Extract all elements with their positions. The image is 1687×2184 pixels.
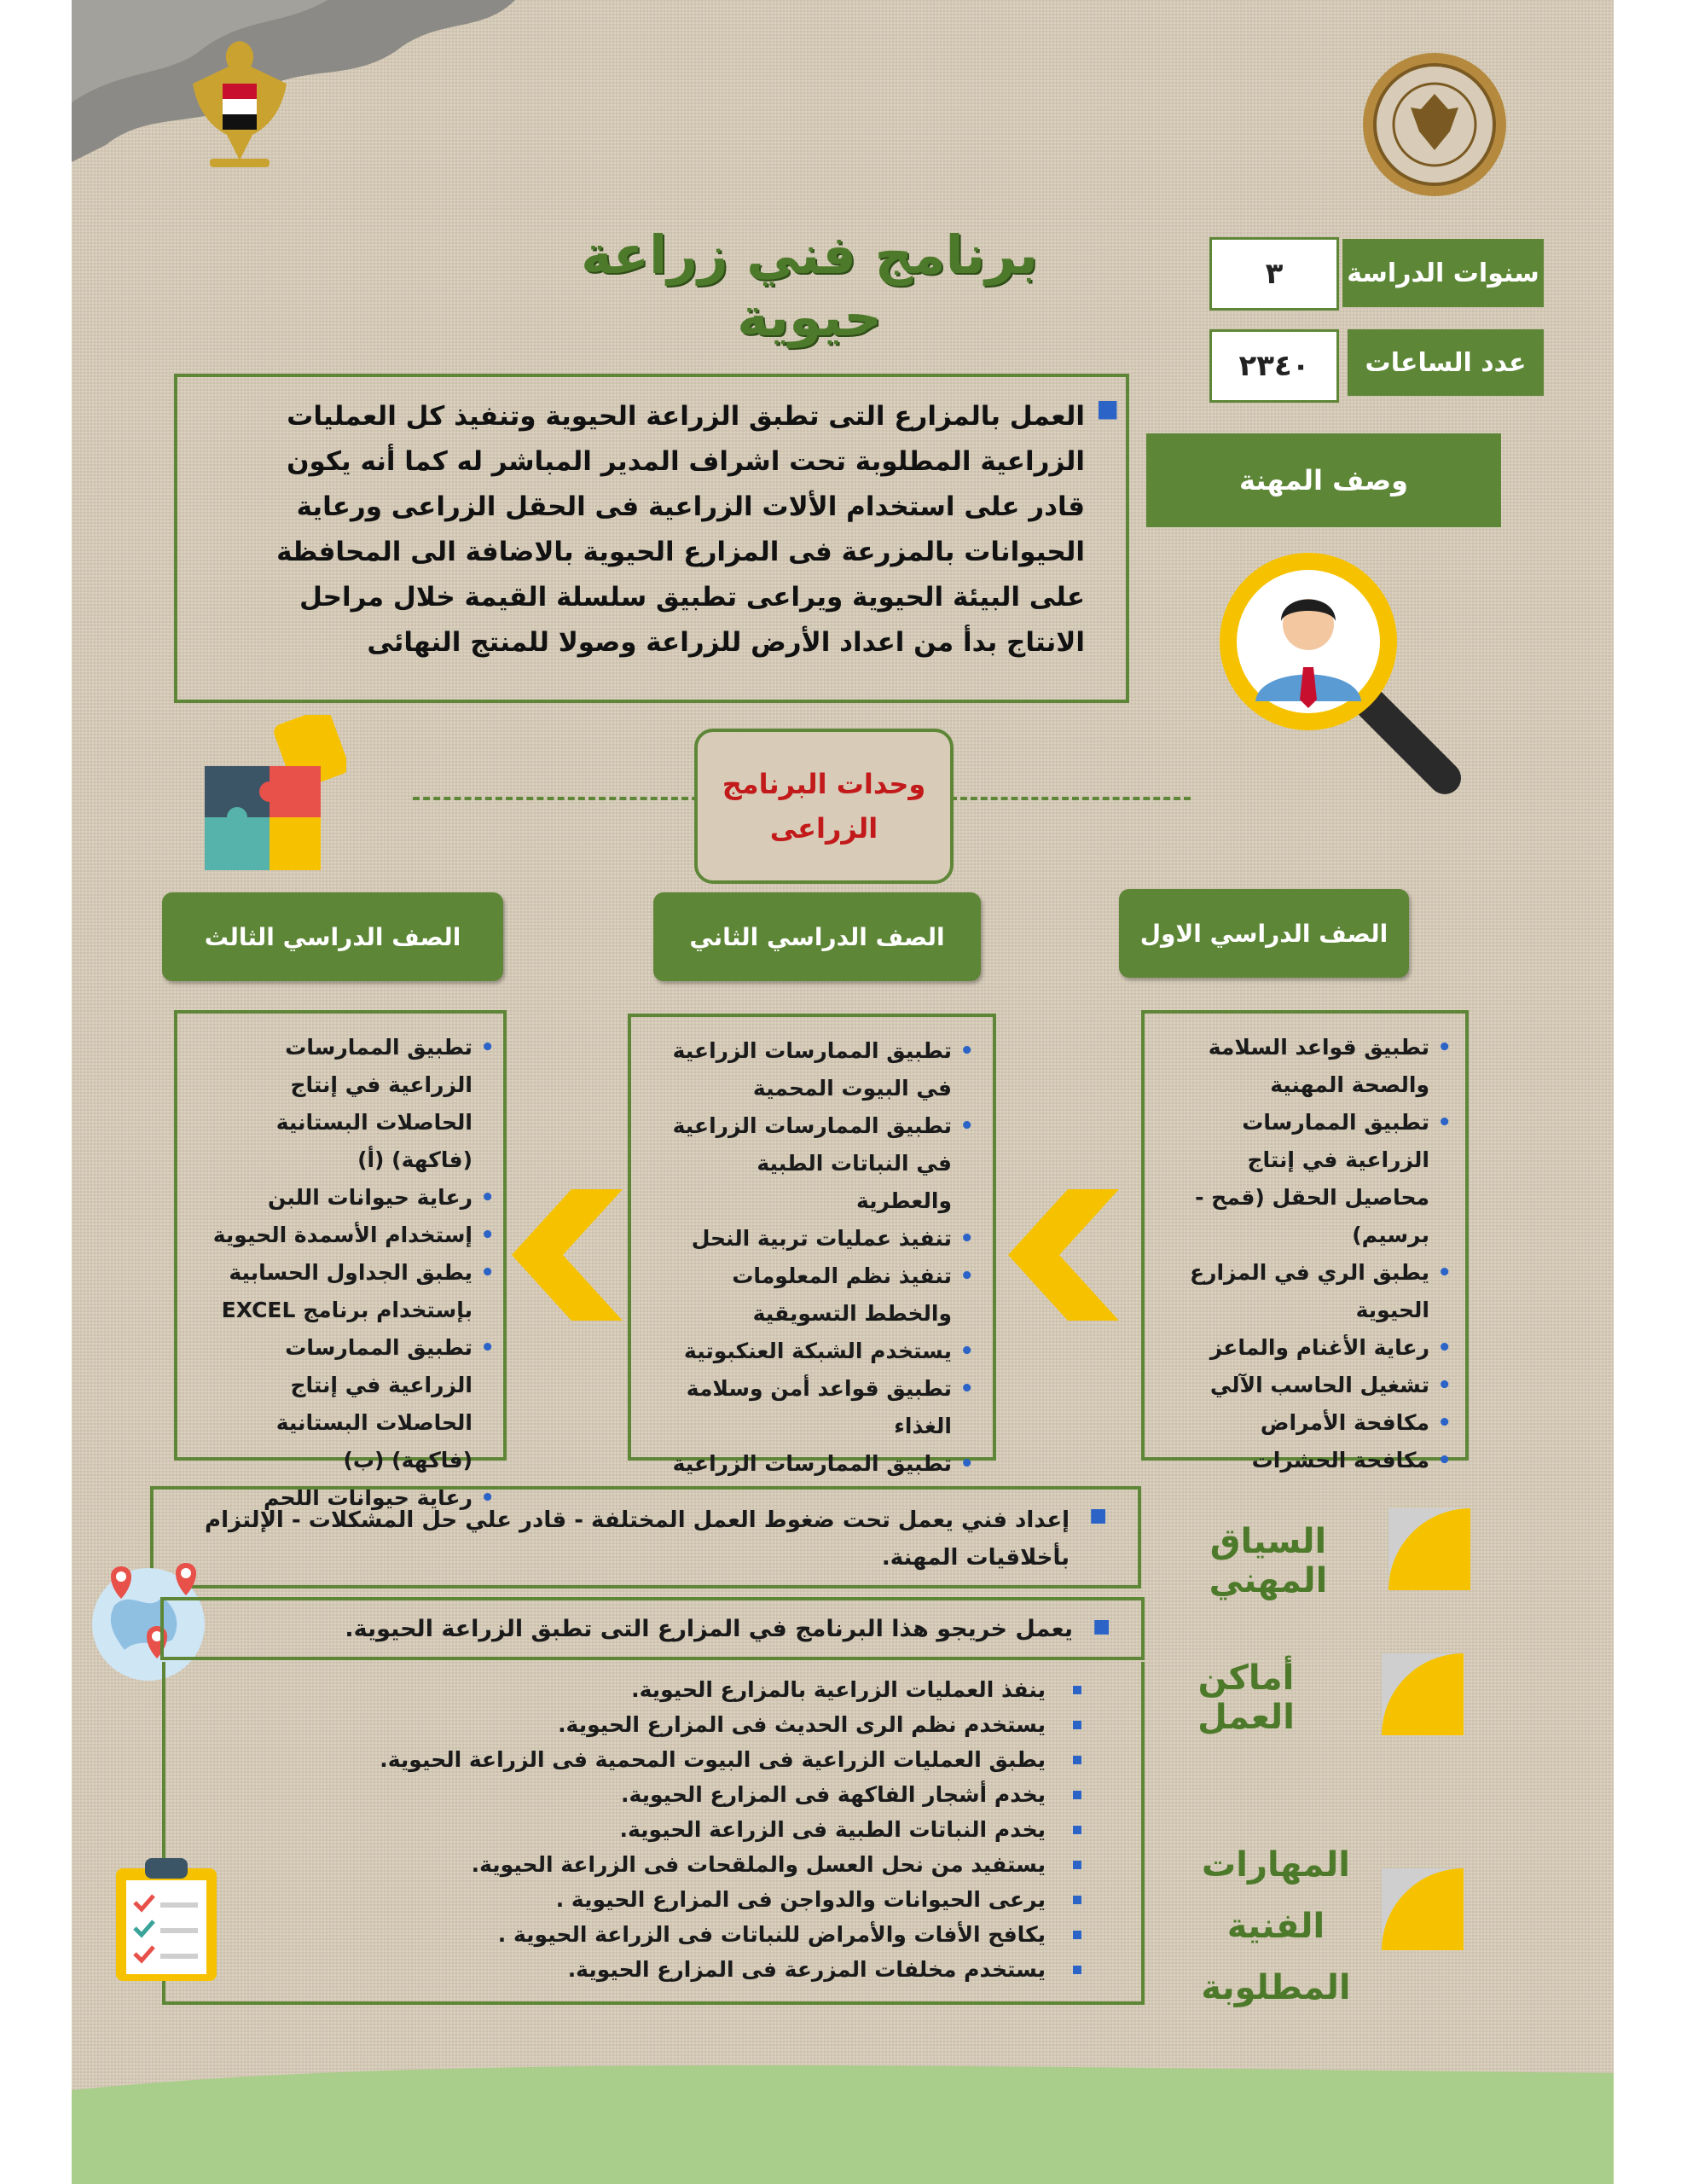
skills-list	[232, 1672, 1085, 1987]
desc-bullet: ■	[1096, 394, 1119, 422]
list-item: • تطبيق قواعد السلامة والصحة المهنية	[1179, 1029, 1452, 1104]
list-item: • مكافحة الحشرات	[1179, 1442, 1452, 1479]
chevron-left-icon	[512, 1189, 623, 1321]
list-item: يخدم أشجار الفاكهة فى المزارع الحيوية.	[232, 1777, 1085, 1812]
hours-value: ٢٣٤٠	[1209, 329, 1339, 403]
list-item: • يطبق الري في المزارع الحيوية	[1179, 1254, 1452, 1329]
list-item: • تطبيق الممارسات الزراعية في النباتات الطبية والعطرية	[658, 1107, 974, 1220]
study-years-label: سنوات الدراسة	[1342, 239, 1544, 307]
quarter-circle-decoration	[1388, 1508, 1470, 1590]
workplaces-label: أماكن العمل	[1197, 1658, 1295, 1737]
skills-label-line2: المطلوبة	[1201, 1968, 1351, 2007]
list-item: • تطبيق الممارسات الزراعية	[658, 1445, 974, 1483]
list-item: يخدم النباتات الطبية فى الزراعة الحيوية.	[232, 1812, 1085, 1847]
search-person-icon	[1206, 539, 1462, 795]
ministry-seal	[1359, 49, 1510, 200]
grade-3-heading: الصف الدراسي الثالث	[162, 892, 503, 981]
list-item: • إستخدام الأسمدة الحيوية	[205, 1217, 495, 1254]
professional-context-text: إعداد فني يعمل تحت ضغوط العمل المختلفة - قادر علي حل المشكلات - الإلتزام بأخلاقيات المهنة.	[205, 1507, 1070, 1571]
grade-2-box	[628, 1014, 996, 1476]
chevron-left-icon	[1008, 1189, 1119, 1321]
program-units-box	[694, 729, 954, 884]
list-item: ينفذ العمليات الزراعية بالمزارع الحيوية.	[232, 1672, 1085, 1707]
egypt-eagle-emblem	[176, 32, 304, 177]
grade-2-heading: الصف الدراسي الثاني	[653, 892, 981, 981]
grade-1-heading: الصف الدراسي الاول	[1119, 889, 1409, 978]
list-item: يرعى الحيوانات والدواجن فى المزارع الحيوية .	[232, 1882, 1085, 1917]
list-item: • تطبيق الممارسات الزراعية في إنتاج محاصيل الحقل (قمح - برسيم)	[1179, 1104, 1452, 1254]
skills-label-line1: المهارات الفنية	[1202, 1845, 1350, 1946]
context-bullet: ■	[1089, 1505, 1107, 1526]
list-item: • تنفيذ عمليات تربية النحل	[658, 1220, 974, 1258]
list-item: يستفيد من نحل العسل والملقحات فى الزراعة الحيوية.	[232, 1847, 1085, 1882]
divider-right	[950, 797, 1191, 800]
professional-context-label: السياق المهني	[1209, 1522, 1328, 1600]
list-item: • رعاية حيوانات اللحم	[205, 1479, 495, 1517]
list-item: • تطبيق قواعد أمن وسلامة الغذاء	[658, 1370, 974, 1445]
list-item: يستخدم نظم الرى الحديث فى المزارع الحيوية.	[232, 1707, 1085, 1742]
job-description-box	[174, 374, 1129, 703]
job-description-label: وصف المهنة	[1146, 433, 1501, 527]
grade-1-box	[1141, 1010, 1469, 1472]
list-item: • رعاية الأغنام والماعز	[1179, 1329, 1452, 1367]
list-item: • رعاية حيوانات اللبن	[205, 1179, 495, 1217]
list-item: يكافح الأفات والأمراض للنباتات فى الزراعة الحيوية .	[232, 1917, 1085, 1952]
page-title: برنامج فني زراعة حيوية	[581, 224, 1038, 348]
list-item: • يستخدم الشبكة العنكبوتية	[658, 1333, 974, 1370]
workplaces-bullet: ■	[1093, 1616, 1110, 1637]
list-item: يستخدم مخلفات المزرعة فى المزارع الحيوية.	[232, 1952, 1085, 1987]
grade-2-list	[658, 1032, 974, 1483]
grade-3-box	[174, 1010, 507, 1510]
workplaces-text: يعمل خريجو هذا البرنامج في المزارع التى تطبق الزراعة الحيوية.	[345, 1616, 1073, 1642]
grade-3-list	[205, 1029, 495, 1517]
list-item: يطبق العمليات الزراعية فى البيوت المحمية فى الزراعة الحيوية.	[232, 1742, 1085, 1777]
quarter-circle-decoration	[1382, 1653, 1464, 1735]
skills-box	[162, 1662, 1145, 2005]
list-item: • مكافحة الأمراض	[1179, 1404, 1452, 1442]
bottom-green-band	[72, 2056, 1614, 2184]
list-item: • يطبق الجداول الحسابية بإستخدام برنامج EXCEL	[205, 1254, 495, 1329]
grade-1-list	[1179, 1029, 1452, 1479]
list-item: • تشغيل الحاسب الآلي	[1179, 1367, 1452, 1404]
list-item: • تطبيق الممارسات الزراعية في إنتاج الحاصلات البستانية (فاكهة) (ب)	[205, 1329, 495, 1479]
job-description-text: العمل بالمزارع التى تطبق الزراعة الحيوية وتنفيذ كل العمليات الزراعية المطلوبة تحت اشراف المدير المباشر له كما أنه يكون قادر على استخدام الألات الزراعية فى الحقل الزراعى ورعاية الحيوانات بالمزرعة فى المزارع الحيوية بالاضافة الى المحافظة على البيئة الحيوية ويراعى تطبيق سلسلة القيمة خلال مراحل الانتاج بدأ من اعداد الأرض للزراعة وصولا للمنتج النهائى	[276, 401, 1085, 658]
page	[72, 0, 1614, 2184]
list-item: • تنفيذ نظم المعلومات والخطط التسويقية	[658, 1258, 974, 1333]
clipboard-checklist-icon	[111, 1853, 222, 1984]
study-years-value: ٣	[1209, 237, 1339, 311]
list-item: • تطبيق الممارسات الزراعية في إنتاج الحاصلات البستانية (فاكهة) (أ)	[205, 1029, 495, 1179]
workplaces-box	[160, 1597, 1145, 1660]
skills-label	[1148, 1834, 1404, 2018]
program-units-line2: الزراعى	[769, 812, 878, 845]
program-units-line1: وحدات البرنامج	[722, 768, 926, 800]
hours-label: عدد الساعات	[1348, 329, 1544, 396]
puzzle-icon	[196, 715, 346, 875]
list-item: • تطبيق الممارسات الزراعية في البيوت المحمية	[658, 1032, 974, 1107]
professional-context-box	[150, 1486, 1141, 1589]
quarter-circle-decoration	[1382, 1868, 1464, 1950]
